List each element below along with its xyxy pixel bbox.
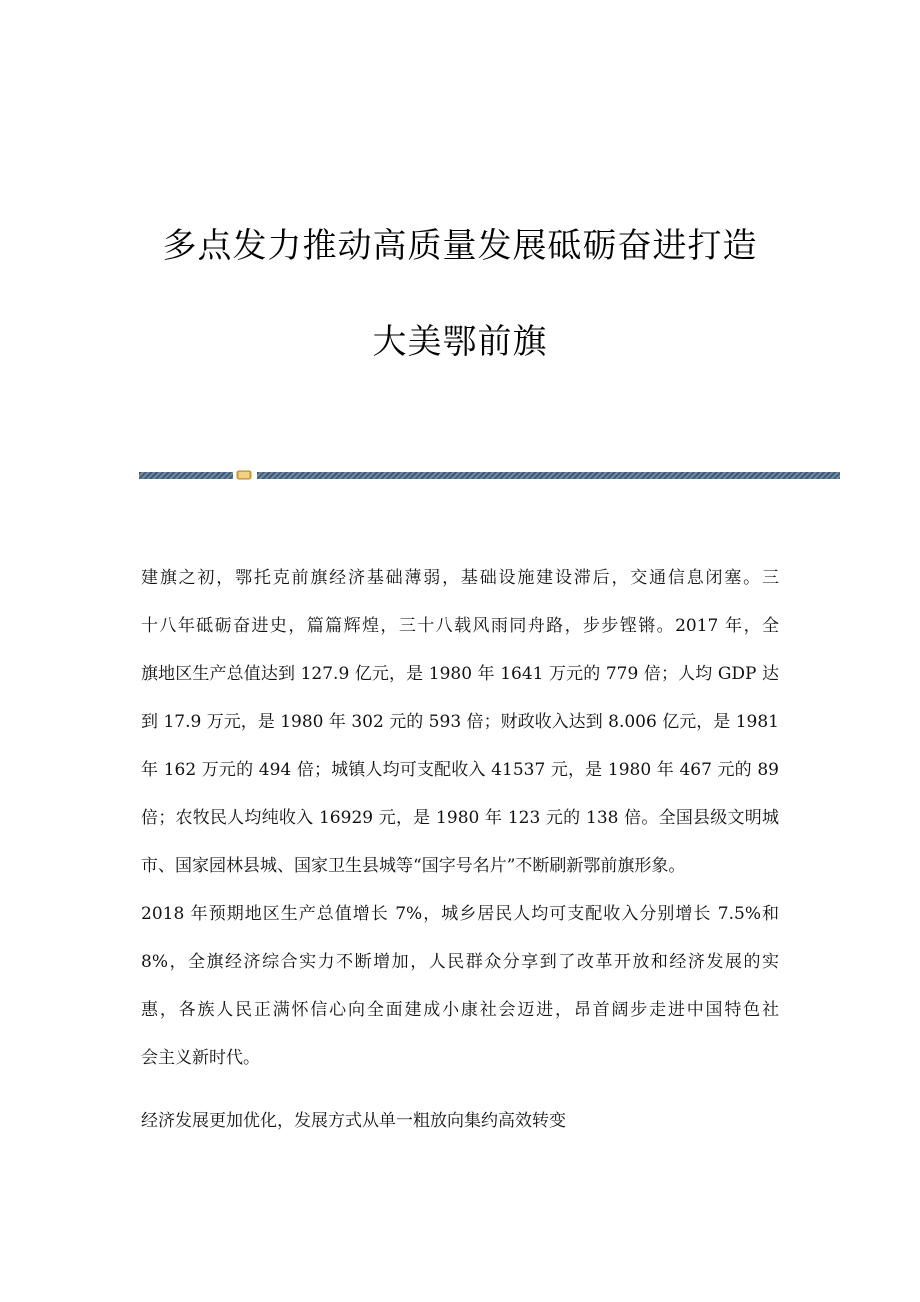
paragraph-line: 旗地区生产总值达到 127.9 亿元，是 1980 年 1641 万元的 779 倍；人均 GDP 达	[141, 664, 779, 684]
paragraph-line: 会主义新时代。	[141, 1048, 260, 1068]
paragraph-line: 惠，各族人民正满怀信心向全面建成小康社会迈进，昂首阔步走进中国特色社	[141, 1000, 779, 1020]
title-divider	[139, 469, 840, 481]
divider-right-bar	[257, 472, 840, 479]
paragraph-line: 到 17.9 万元，是 1980 年 302 元的 593 倍；财政收入达到 8.006 亿元，是 1981	[141, 712, 779, 732]
paragraph-line: 建旗之初，鄂托克前旗经济基础薄弱，基础设施建设滞后，交通信息闭塞。三	[141, 568, 779, 588]
paragraph-line: 年 162 万元的 494 倍；城镇人均可支配收入 41537 元，是 1980 年 467 元的 89	[141, 760, 779, 780]
divider-left-bar	[139, 472, 233, 479]
title-line-1: 多点发力推动高质量发展砥砺奋进打造	[162, 226, 758, 266]
title-line-2: 大美鄂前旗	[372, 322, 548, 362]
paragraph-line: 8%，全旗经济综合实力不断增加，人民群众分享到了改革开放和经济发展的实	[141, 952, 779, 972]
ornament-icon	[236, 469, 252, 481]
paragraph-line: 十八年砥砺奋进史，篇篇辉煌，三十八载风雨同舟路，步步铿锵。2017 年，全	[141, 616, 779, 636]
paragraph-line: 倍；农牧民人均纯收入 16929 元，是 1980 年 123 元的 138 倍。全国县级文明城	[141, 808, 779, 828]
paragraph-line: 2018 年预期地区生产总值增长 7%，城乡居民人均可支配收入分别增长 7.5%和	[141, 904, 779, 924]
paragraph-line: 市、国家园林县城、国家卫生县城等“国字号名片”不断刷新鄂前旗形象。	[141, 856, 686, 876]
section-heading: 经济发展更加优化，发展方式从单一粗放向集约高效转变	[141, 1111, 566, 1131]
